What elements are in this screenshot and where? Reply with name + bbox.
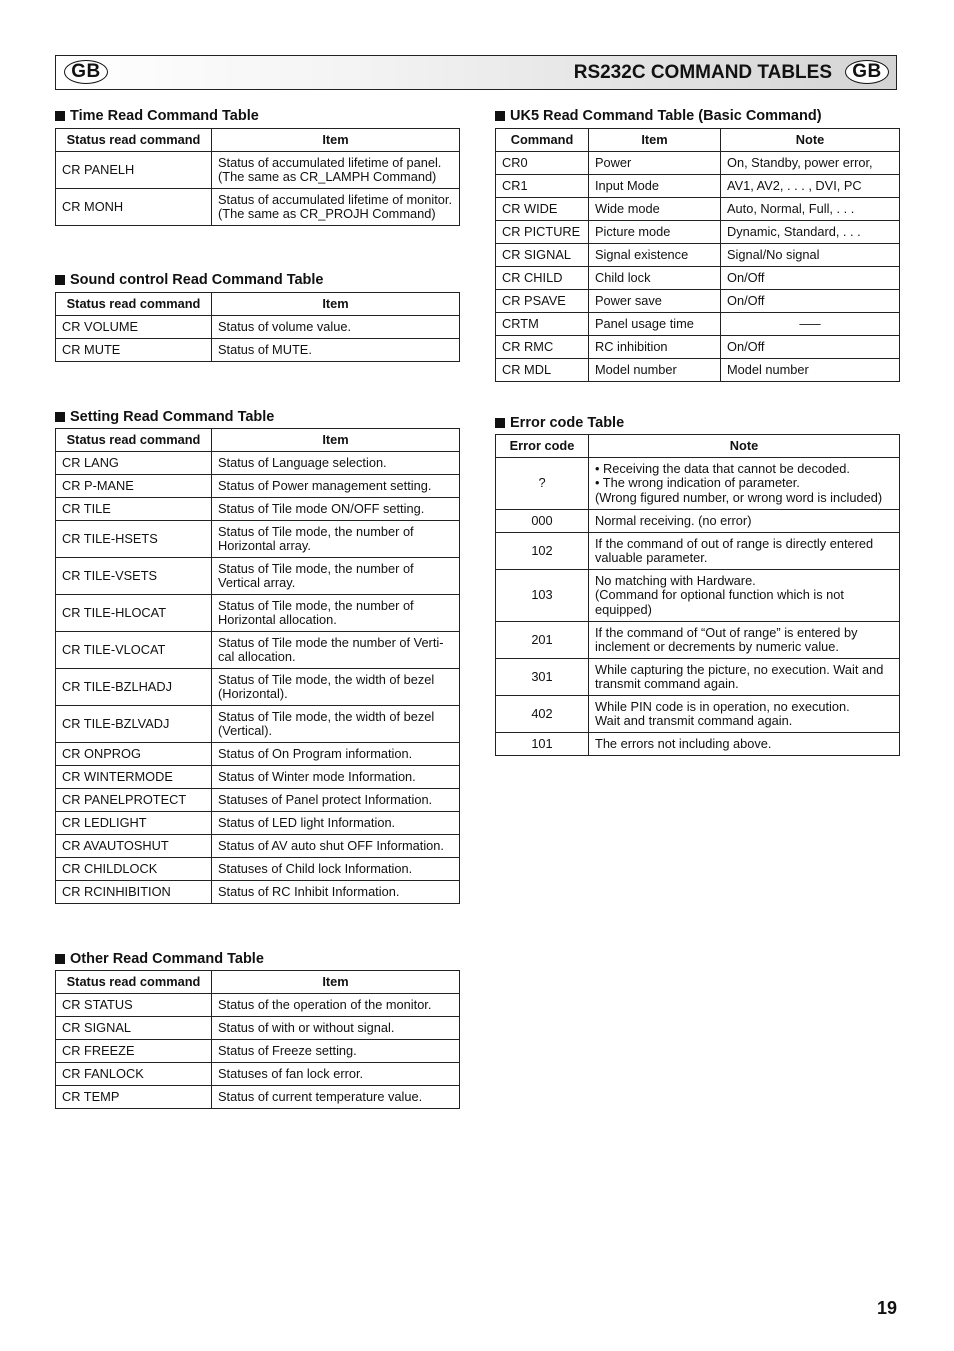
- note-cell: On/Off: [721, 267, 900, 290]
- command-cell: CR SIGNAL: [496, 244, 589, 267]
- table-row: [56, 743, 460, 766]
- column-header: Note: [589, 435, 900, 458]
- command-cell: CR TILE: [56, 498, 212, 521]
- item-cell: Status of Tile mode ON/OFF setting.: [212, 498, 460, 521]
- table-header-row: [56, 129, 460, 152]
- note-cell: On/Off: [721, 336, 900, 359]
- command-cell: CR ONPROG: [56, 743, 212, 766]
- table-row: [56, 1063, 460, 1086]
- table-row: [56, 766, 460, 789]
- table-row: [496, 570, 900, 622]
- command-cell: CR PICTURE: [496, 221, 589, 244]
- item-cell: Power: [589, 152, 721, 175]
- column-header: Command: [496, 129, 589, 152]
- table-header-row: [496, 129, 900, 152]
- uk5-read-table: [495, 128, 900, 382]
- error-code-cell: 103: [496, 570, 589, 622]
- note-cell: Auto, Normal, Full, . . .: [721, 198, 900, 221]
- command-cell: CR TILE-VSETS: [56, 558, 212, 595]
- item-cell: Statuses of fan lock error.: [212, 1063, 460, 1086]
- section-title: Other Read Command Table: [55, 949, 460, 969]
- table-row: [56, 452, 460, 475]
- command-cell: CR FANLOCK: [56, 1063, 212, 1086]
- table-row: [56, 316, 460, 339]
- item-cell: Status of On Program information.: [212, 743, 460, 766]
- table-row: [56, 858, 460, 881]
- command-cell: CR CHILD: [496, 267, 589, 290]
- item-cell: Status of accumulated lifetime of panel. (The same as CR_LAMPH Command): [212, 152, 460, 189]
- table-row: [56, 1040, 460, 1063]
- time-read-section: [55, 106, 460, 226]
- bullet-square-icon: [495, 418, 505, 428]
- item-cell: Status of LED light Information.: [212, 812, 460, 835]
- item-cell: Wide mode: [589, 198, 721, 221]
- table-row: [56, 521, 460, 558]
- item-cell: Status of current temperature value.: [212, 1086, 460, 1109]
- table-row: [496, 175, 900, 198]
- table-row: [496, 221, 900, 244]
- item-cell: Status of Tile mode the number of Verti- cal allocation.: [212, 632, 460, 669]
- note-cell: No matching with Hardware. (Command for optional function which is not equipped): [589, 570, 900, 622]
- bullet-square-icon: [55, 412, 65, 422]
- table-row: [56, 881, 460, 904]
- table-row: [496, 696, 900, 733]
- note-cell: The errors not including above.: [589, 733, 900, 756]
- error-code-cell: 402: [496, 696, 589, 733]
- column-header: Item: [212, 129, 460, 152]
- command-cell: CR PANELH: [56, 152, 212, 189]
- note-cell: If the command of out of range is directly entered valuable parameter.: [589, 533, 900, 570]
- table-header-row: [56, 293, 460, 316]
- setting-read-table: [55, 428, 460, 904]
- column-header: Item: [212, 971, 460, 994]
- error-code-section: [495, 413, 900, 756]
- note-cell: –––: [721, 313, 900, 336]
- column-header: Status read command: [56, 429, 212, 452]
- item-cell: Panel usage time: [589, 313, 721, 336]
- table-row: [56, 595, 460, 632]
- command-cell: CR FREEZE: [56, 1040, 212, 1063]
- page-title: RS232C COMMAND TABLES: [573, 62, 832, 83]
- item-cell: Status of AV auto shut OFF Information.: [212, 835, 460, 858]
- command-cell: CR MONH: [56, 189, 212, 226]
- item-cell: Signal existence: [589, 244, 721, 267]
- table-header-row: [496, 435, 900, 458]
- command-cell: CR LANG: [56, 452, 212, 475]
- table-row: [496, 244, 900, 267]
- item-cell: Status of accumulated lifetime of monitor. (The same as CR_PROJH Command): [212, 189, 460, 226]
- item-cell: Input Mode: [589, 175, 721, 198]
- table-row: [496, 458, 900, 510]
- setting-read-section: [55, 407, 460, 904]
- item-cell: Statuses of Child lock Information.: [212, 858, 460, 881]
- table-row: [496, 659, 900, 696]
- table-row: [496, 198, 900, 221]
- table-row: [56, 152, 460, 189]
- table-row: [56, 1086, 460, 1109]
- command-cell: CR WIDE: [496, 198, 589, 221]
- bullet-square-icon: [55, 275, 65, 285]
- command-cell: CR STATUS: [56, 994, 212, 1017]
- item-cell: Status of Tile mode, the number of Vertical array.: [212, 558, 460, 595]
- table-header-row: [56, 429, 460, 452]
- command-cell: CR AVAUTOSHUT: [56, 835, 212, 858]
- section-title: Time Read Command Table: [55, 106, 460, 126]
- note-cell: AV1, AV2, . . . , DVI, PC: [721, 175, 900, 198]
- item-cell: Status of RC Inhibit Information.: [212, 881, 460, 904]
- table-row: [496, 313, 900, 336]
- command-cell: CR P-MANE: [56, 475, 212, 498]
- table-row: [56, 835, 460, 858]
- table-row: [56, 1017, 460, 1040]
- item-cell: Model number: [589, 359, 721, 382]
- item-cell: Status of with or without signal.: [212, 1017, 460, 1040]
- error-code-cell: 201: [496, 622, 589, 659]
- item-cell: Status of Tile mode, the width of bezel (Horizontal).: [212, 669, 460, 706]
- time-read-table: [55, 128, 460, 226]
- page-number: 19: [877, 1298, 898, 1318]
- error-code-cell: ?: [496, 458, 589, 510]
- item-cell: Status of Tile mode, the width of bezel (Vertical).: [212, 706, 460, 743]
- page-header: [55, 55, 897, 90]
- table-row: [56, 339, 460, 362]
- error-code-cell: 000: [496, 510, 589, 533]
- table-row: [56, 706, 460, 743]
- command-cell: CR0: [496, 152, 589, 175]
- note-cell: On/Off: [721, 290, 900, 313]
- note-cell: Model number: [721, 359, 900, 382]
- bullet-square-icon: [55, 954, 65, 964]
- table-row: [496, 359, 900, 382]
- sound-read-section: [55, 270, 460, 362]
- item-cell: Status of Tile mode, the number of Horizontal allocation.: [212, 595, 460, 632]
- error-code-cell: 102: [496, 533, 589, 570]
- command-cell: CR TEMP: [56, 1086, 212, 1109]
- command-cell: CR PSAVE: [496, 290, 589, 313]
- table-row: [496, 152, 900, 175]
- item-cell: Status of the operation of the monitor.: [212, 994, 460, 1017]
- command-cell: CR1: [496, 175, 589, 198]
- command-cell: CR RMC: [496, 336, 589, 359]
- table-row: [56, 632, 460, 669]
- other-read-section: [55, 949, 460, 1109]
- command-cell: CRTM: [496, 313, 589, 336]
- item-cell: Status of Freeze setting.: [212, 1040, 460, 1063]
- command-cell: CR RCINHIBITION: [56, 881, 212, 904]
- command-cell: CR TILE-HLOCAT: [56, 595, 212, 632]
- sound-read-table: [55, 292, 460, 362]
- column-header: Status read command: [56, 971, 212, 994]
- section-title: Error code Table: [495, 413, 900, 433]
- table-header-row: [56, 971, 460, 994]
- note-cell: On, Standby, power error,: [721, 152, 900, 175]
- command-cell: CR VOLUME: [56, 316, 212, 339]
- note-cell: • Receiving the data that cannot be decoded. • The wrong indication of parameter. (Wrong figured number, or wrong word is included): [589, 458, 900, 510]
- gb-badge-right: GB: [845, 60, 889, 84]
- table-row: [496, 733, 900, 756]
- item-cell: RC inhibition: [589, 336, 721, 359]
- command-cell: CR CHILDLOCK: [56, 858, 212, 881]
- command-cell: CR TILE-BZLVADJ: [56, 706, 212, 743]
- table-row: [56, 498, 460, 521]
- error-code-table: [495, 434, 900, 756]
- table-row: [496, 533, 900, 570]
- gb-badge-left: GB: [64, 60, 108, 84]
- table-row: [56, 669, 460, 706]
- table-row: [496, 510, 900, 533]
- item-cell: Status of MUTE.: [212, 339, 460, 362]
- command-cell: CR SIGNAL: [56, 1017, 212, 1040]
- command-cell: CR MDL: [496, 359, 589, 382]
- command-cell: CR MUTE: [56, 339, 212, 362]
- command-cell: CR PANELPROTECT: [56, 789, 212, 812]
- table-row: [56, 789, 460, 812]
- bullet-square-icon: [495, 111, 505, 121]
- command-cell: CR TILE-BZLHADJ: [56, 669, 212, 706]
- item-cell: Child lock: [589, 267, 721, 290]
- bullet-square-icon: [55, 111, 65, 121]
- item-cell: Status of Power management setting.: [212, 475, 460, 498]
- item-cell: Picture mode: [589, 221, 721, 244]
- command-cell: CR LEDLIGHT: [56, 812, 212, 835]
- item-cell: Statuses of Panel protect Information.: [212, 789, 460, 812]
- note-cell: Dynamic, Standard, . . .: [721, 221, 900, 244]
- column-header: Status read command: [56, 293, 212, 316]
- table-row: [56, 189, 460, 226]
- column-header: Status read command: [56, 129, 212, 152]
- error-code-cell: 301: [496, 659, 589, 696]
- table-row: [496, 622, 900, 659]
- error-code-cell: 101: [496, 733, 589, 756]
- item-cell: Status of Language selection.: [212, 452, 460, 475]
- table-row: [496, 290, 900, 313]
- table-row: [496, 267, 900, 290]
- section-title: Setting Read Command Table: [55, 407, 460, 427]
- note-cell: While capturing the picture, no execution. Wait and transmit command again.: [589, 659, 900, 696]
- note-cell: While PIN code is in operation, no execution. Wait and transmit command again.: [589, 696, 900, 733]
- table-row: [56, 812, 460, 835]
- command-cell: CR WINTERMODE: [56, 766, 212, 789]
- command-cell: CR TILE-HSETS: [56, 521, 212, 558]
- column-header: Error code: [496, 435, 589, 458]
- column-header: Item: [212, 293, 460, 316]
- column-header: Note: [721, 129, 900, 152]
- note-cell: Signal/No signal: [721, 244, 900, 267]
- item-cell: Status of Tile mode, the number of Horizontal array.: [212, 521, 460, 558]
- item-cell: Status of volume value.: [212, 316, 460, 339]
- section-title: Sound control Read Command Table: [55, 270, 460, 290]
- item-cell: Power save: [589, 290, 721, 313]
- item-cell: Status of Winter mode Information.: [212, 766, 460, 789]
- column-header: Item: [589, 129, 721, 152]
- section-title: UK5 Read Command Table (Basic Command): [495, 106, 900, 126]
- table-row: [56, 994, 460, 1017]
- table-row: [56, 475, 460, 498]
- table-row: [496, 336, 900, 359]
- uk5-read-section: [495, 106, 900, 382]
- note-cell: Normal receiving. (no error): [589, 510, 900, 533]
- command-cell: CR TILE-VLOCAT: [56, 632, 212, 669]
- column-header: Item: [212, 429, 460, 452]
- other-read-table: [55, 970, 460, 1109]
- note-cell: If the command of “Out of range” is entered by inclement or decrements by numeric value.: [589, 622, 900, 659]
- table-row: [56, 558, 460, 595]
